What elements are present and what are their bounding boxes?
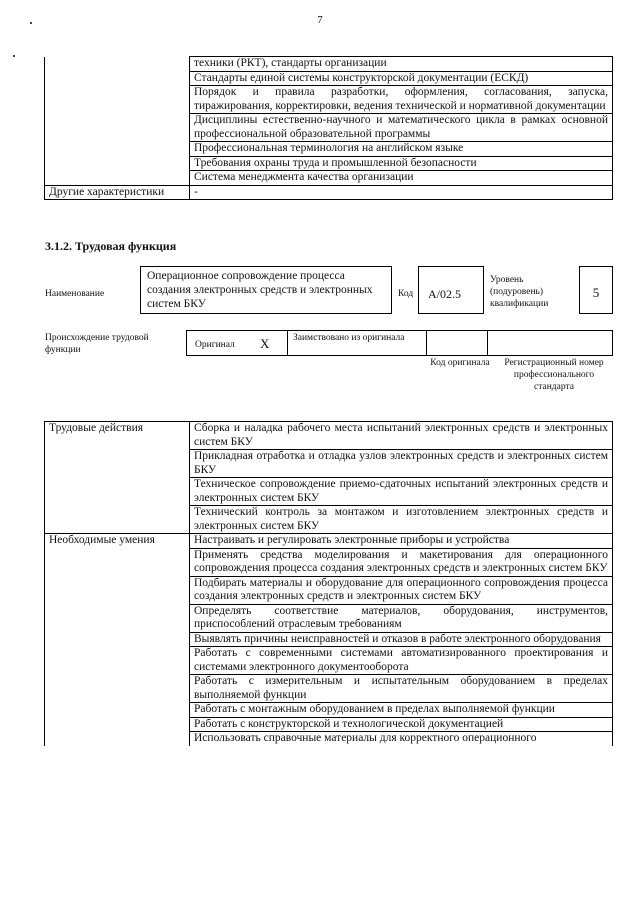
- code-label: Код: [398, 289, 414, 299]
- level-value: 5: [592, 285, 600, 300]
- table-row: [45, 142, 613, 157]
- row-text: Технический контроль за монтажом и изготовлением электронных средств и электронных систем БКУ: [190, 506, 613, 534]
- row-text: Применять средства моделирования и макетирования для операционного сопровождения процесса создания электронных средств и электронных систем БКУ: [190, 548, 613, 576]
- name-value: Операционное сопровождение процесса создания электронных средств и электронных систем БКУ: [147, 270, 373, 310]
- row-label: Другие характеристики: [45, 185, 190, 200]
- knowledge-table: [44, 56, 613, 200]
- row-text: Работать с конструкторской и технологической документацией: [190, 717, 613, 732]
- group-label: Трудовые действия: [45, 422, 190, 534]
- page-number: 7: [317, 14, 323, 26]
- row-text: Сборка и наладка рабочего места испытаний электронных средств и электронных систем БКУ: [190, 422, 613, 450]
- row-label: [45, 86, 190, 114]
- level-value-box: [579, 266, 613, 314]
- level-label: Уровень (подуровень) квалификации: [490, 275, 549, 309]
- original-mark: X: [260, 336, 270, 351]
- row-text: Работать с современными системами автоматизированного проектирования и системами электронного документооборота: [190, 647, 613, 675]
- name-label: Наименование: [45, 289, 105, 299]
- origin-code-cell: [426, 330, 488, 356]
- scan-speck: [13, 55, 15, 57]
- code-value-box: [418, 266, 484, 314]
- function-table: [44, 421, 613, 746]
- reg-number-cell: [487, 330, 613, 356]
- code-value: А/02.5: [428, 287, 461, 301]
- borrowed-cell: [287, 330, 427, 356]
- row-text: Профессиональная терминология на английском языке: [190, 142, 613, 157]
- table-row: [45, 114, 613, 142]
- table-row: [45, 86, 613, 114]
- row-text: Работать с измерительным и испытательным оборудованием в пределах выполняемой функции: [190, 675, 613, 703]
- original-label: Оригинал: [195, 340, 235, 350]
- row-label: [45, 57, 190, 72]
- table-row: [45, 156, 613, 171]
- table-row: [45, 57, 613, 72]
- row-text: -: [190, 185, 613, 200]
- table-row: [45, 71, 613, 86]
- row-text: Дисциплины естественно-научного и математического цикла в рамках основной профессиональной образовательной программы: [190, 114, 613, 142]
- row-label: [45, 156, 190, 171]
- name-value-box: [140, 266, 392, 314]
- group-label: Необходимые умения: [45, 534, 190, 746]
- borrowed-label: Заимствовано из оригинала: [293, 333, 405, 343]
- original-cell: [186, 330, 288, 356]
- row-label: [45, 71, 190, 86]
- row-label: [45, 142, 190, 157]
- row-text: Настраивать и регулировать электронные приборы и устройства: [190, 534, 613, 549]
- row-text: Техническое сопровождение приемо-сдаточных испытаний электронных средств и электронных систем БКУ: [190, 478, 613, 506]
- row-text: Стандарты единой системы конструкторской документации (ЕСКД): [190, 71, 613, 86]
- origin-code-caption: Код оригинала: [430, 358, 490, 368]
- row-text: Подбирать материалы и оборудование для операционного сопровождения процесса создания электронных средств и электронных систем БКУ: [190, 576, 613, 604]
- row-text: Выявлять причины неисправностей и отказов в работе электронного оборудования: [190, 632, 613, 647]
- origin-label: Происхождение трудовой функции: [45, 333, 149, 355]
- row-text: Требования охраны труда и промышленной безопасности: [190, 156, 613, 171]
- row-text: Работать с монтажным оборудованием в пределах выполняемой функции: [190, 703, 613, 718]
- row-text: Определять соответствие материалов, оборудования, инструментов, приспособлений отраслевым требованиям: [190, 604, 613, 632]
- row-text: техники (РКТ), стандарты организации: [190, 57, 613, 72]
- row-text: Система менеджмента качества организации: [190, 171, 613, 186]
- row-text: Использовать справочные материалы для корректного операционного: [190, 732, 613, 746]
- table-row: [45, 171, 613, 186]
- table-row: [45, 422, 613, 450]
- row-label: [45, 171, 190, 186]
- row-text: Порядок и правила разработки, оформления, согласования, запуска, тиражирования, корректировки, ведения технической и нормативной документации: [190, 86, 613, 114]
- table-row: [45, 534, 613, 549]
- row-label: [45, 114, 190, 142]
- table-row: [45, 185, 613, 200]
- row-text: Прикладная отработка и отладка узлов электронных средств и электронных систем БКУ: [190, 450, 613, 478]
- section-heading: 3.1.2. Трудовая функция: [45, 239, 177, 253]
- reg-number-caption: Регистрационный номер профессионального стандарта: [504, 358, 604, 392]
